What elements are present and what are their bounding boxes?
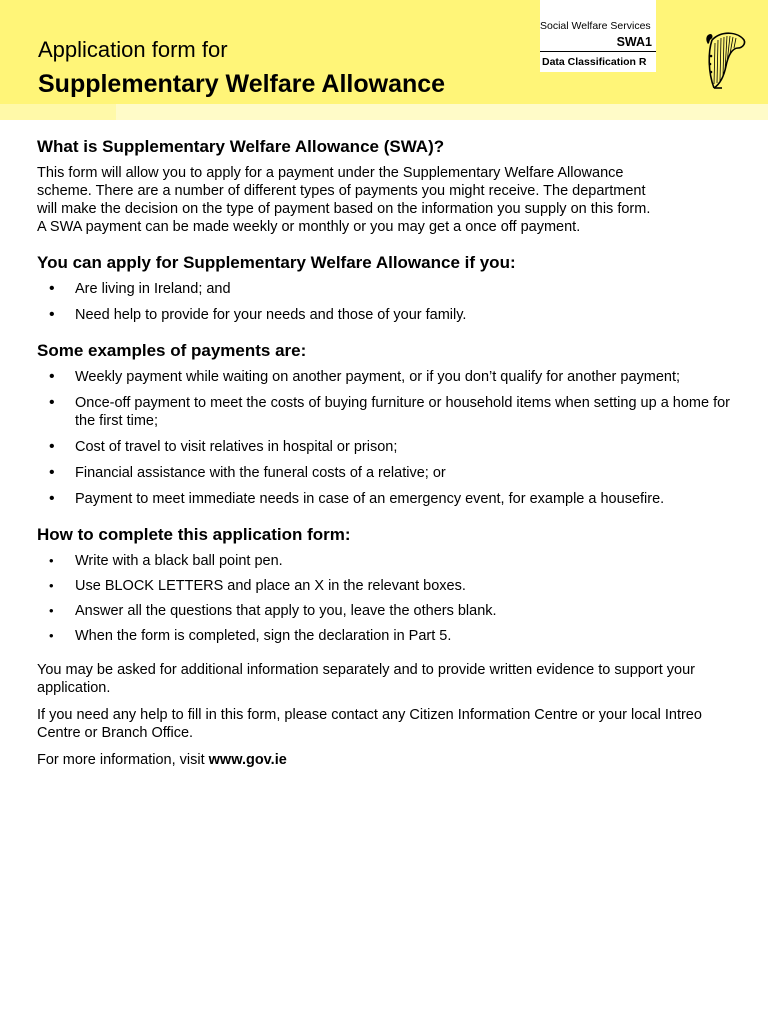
additional-info-paragraph: You may be asked for additional information separately and to provide written evidence to support your application. — [37, 662, 695, 696]
eligibility-list — [37, 280, 749, 324]
list-item-text: Payment to meet immediate needs in case of an emergency event, for example a housefire. — [75, 491, 665, 507]
bullet-icon: • — [49, 280, 55, 297]
section-heading-examples: Some examples of payments are: — [37, 341, 307, 360]
list-item — [37, 490, 749, 508]
examples-list — [37, 368, 749, 508]
list-item — [37, 627, 749, 645]
form-code: SWA1 — [616, 35, 652, 49]
header-band — [116, 104, 768, 120]
intro-line: scheme. There are a number of different types of payments you might receive. The department — [37, 183, 646, 199]
bullet-icon: • — [49, 578, 54, 593]
bullet-icon: • — [49, 368, 55, 385]
list-item — [37, 306, 749, 324]
bullet-icon: • — [49, 603, 54, 618]
bullet-icon: • — [49, 438, 55, 455]
more-info-paragraph — [37, 751, 749, 769]
list-item-text: Once-off payment to meet the costs of buying furniture or household items when setting up a home for the first time; — [75, 395, 731, 429]
list-item-text: Write with a black ball point pen. — [75, 553, 283, 569]
bullet-icon: • — [49, 306, 55, 323]
list-item — [37, 602, 749, 620]
intro-paragraph — [37, 164, 749, 236]
list-item — [37, 280, 749, 298]
list-item-text: When the form is completed, sign the declaration in Part 5. — [75, 628, 452, 644]
intro-line: This form will allow you to apply for a payment under the Supplementary Welfare Allowance — [37, 165, 624, 181]
form-title-line1: Application form for — [38, 37, 228, 62]
list-item-text: Cost of travel to visit relatives in hospital or prison; — [75, 439, 398, 455]
section-heading-eligibility: You can apply for Supplementary Welfare Allowance if you: — [37, 253, 516, 272]
list-item-text: Are living in Ireland; and — [75, 281, 231, 297]
form-code-box — [540, 0, 656, 104]
list-item-text: Weekly payment while waiting on another payment, or if you don’t qualify for another payment; — [75, 369, 681, 385]
list-item-text: Answer all the questions that apply to you, leave the others blank. — [75, 603, 497, 619]
list-item — [37, 552, 749, 570]
bullet-icon: • — [49, 628, 54, 643]
bullet-icon: • — [49, 553, 54, 568]
form-title: Supplementary Welfare Allowance — [38, 70, 446, 98]
divider — [540, 51, 656, 52]
bullet-icon: • — [49, 464, 55, 481]
list-item — [37, 368, 749, 386]
list-item — [37, 577, 749, 595]
section-heading-what: What is Supplementary Welfare Allowance (SWA)? — [37, 137, 445, 156]
list-item-text: Use BLOCK LETTERS and place an X in the relevant boxes. — [75, 578, 466, 594]
header-band — [0, 104, 116, 120]
list-item-text: Financial assistance with the funeral costs of a relative; or — [75, 465, 446, 481]
section-heading-howto: How to complete this application form: — [37, 525, 351, 544]
help-paragraph: If you need any help to fill in this form, please contact any Citizen Information Centre or your local Intreo Centre or Branch Office. — [37, 707, 702, 741]
bullet-icon: • — [49, 490, 55, 507]
list-item — [37, 464, 749, 482]
code-box-band — [540, 72, 656, 104]
website-link[interactable]: www.gov.ie — [208, 752, 287, 768]
data-classification: Data Classification R — [542, 56, 647, 68]
service-name: Social Welfare Services — [540, 20, 651, 32]
more-info-text: For more information, visit — [37, 752, 209, 768]
list-item — [37, 394, 749, 430]
bullet-icon: • — [49, 394, 55, 411]
list-item — [37, 438, 749, 456]
harp-icon — [702, 26, 748, 94]
main-content — [37, 136, 749, 778]
list-item-text: Need help to provide for your needs and those of your family. — [75, 307, 467, 323]
intro-line: will make the decision on the type of payment based on the information you supply on this form. — [37, 201, 651, 217]
howto-list — [37, 552, 749, 645]
intro-line: A SWA payment can be made weekly or monthly or you may get a once off payment. — [37, 219, 581, 235]
